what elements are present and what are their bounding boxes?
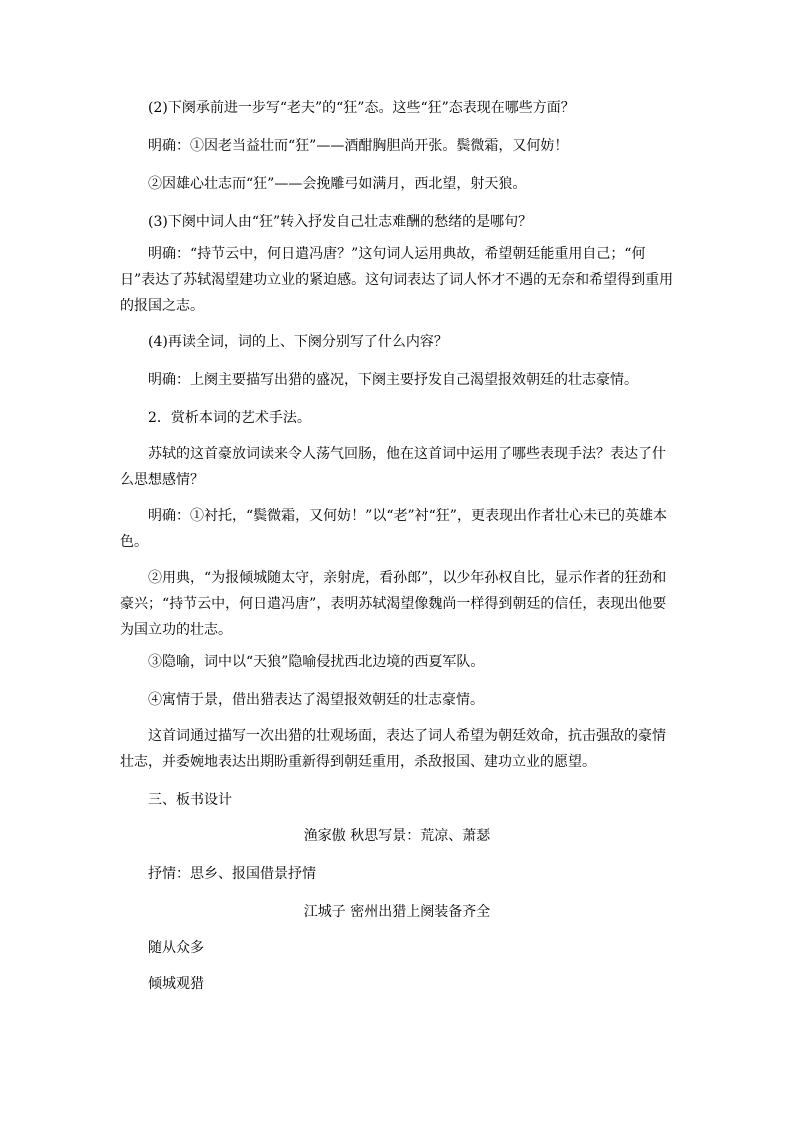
question-3: (3)下阕中词人由“狂”转入抒发自己壮志难酬的愁绪的是哪句？ — [148, 214, 533, 230]
technique-contrast: 明确：①衬托，“鬓微霜，又何妨！”以“老”衬“狂”，更表现出作者壮心未已的英雄本色。 — [120, 508, 667, 550]
question-4: (4)再读全词，词的上、下阕分别写了什么内容？ — [148, 334, 448, 350]
board-line-followers: 随从众多 — [148, 940, 204, 956]
board-line-watching: 倾城观猎 — [148, 976, 204, 992]
answer-3: 明确：“持节云中，何日遣冯唐？”这句词人运用典故，希望朝廷能重用自己；“何日”表达了苏轼渴望建功立业的紧迫感。这句词表达了词人怀才不遇的无奈和希望得到重用的报国之志。 — [120, 246, 674, 314]
technique-metaphor: ③隐喻，词中以“天狼”隐喻侵扰西北边境的西夏军队。 — [148, 654, 485, 670]
technique-allusion: ②用典，“为报倾城随太守，亲射虎，看孙郎”，以少年孙权自比，显示作者的狂劲和豪兴；“持节云中，何日遣冯唐”，表明苏轼渴望像魏尚一样得到朝廷的信任，表现出他要为国立功的壮志。 — [120, 570, 667, 638]
question-2: (2)下阕承前进一步写“老夫”的“狂”态。这些“狂”态表现在哪些方面？ — [148, 100, 575, 116]
section-heading-2: 2．赏析本词的艺术手法。 — [148, 410, 311, 426]
board-line-jiangchengzi: 江城子 密州出猎上阕装备齐全 — [303, 904, 491, 920]
board-line-yujiaao: 渔家傲 秋思写景：荒凉、萧瑟 — [303, 828, 491, 844]
answer-2-point-1: 明确：①因老当益壮而“狂”——酒酣胸胆尚开张。鬓微霜，又何妨！ — [148, 138, 569, 154]
art-technique-question: 苏轼的这首豪放词读来令人荡气回肠，他在这首词中运用了哪些表现手法？表达了什么思想感情？ — [120, 446, 666, 488]
board-line-emotion: 抒情：思乡、报国借景抒情 — [148, 866, 316, 882]
technique-scene-emotion: ④寓情于景，借出猎表达了渴望报效朝廷的壮志豪情。 — [148, 692, 484, 708]
answer-2-point-2: ②因雄心壮志而“狂”——会挽雕弓如满月，西北望，射天狼。 — [148, 176, 527, 192]
answer-4: 明确：上阕主要描写出猎的盛况，下阕主要抒发自己渴望报效朝廷的壮志豪情。 — [148, 372, 638, 388]
section-heading-3: 三、板书设计 — [148, 792, 232, 808]
summary-paragraph: 这首词通过描写一次出猎的壮观场面，表达了词人希望为朝廷效命，抗击强敌的豪情壮志，并委婉地表达出期盼重新得到朝廷重用，杀敌报国、建功立业的愿望。 — [120, 728, 666, 770]
